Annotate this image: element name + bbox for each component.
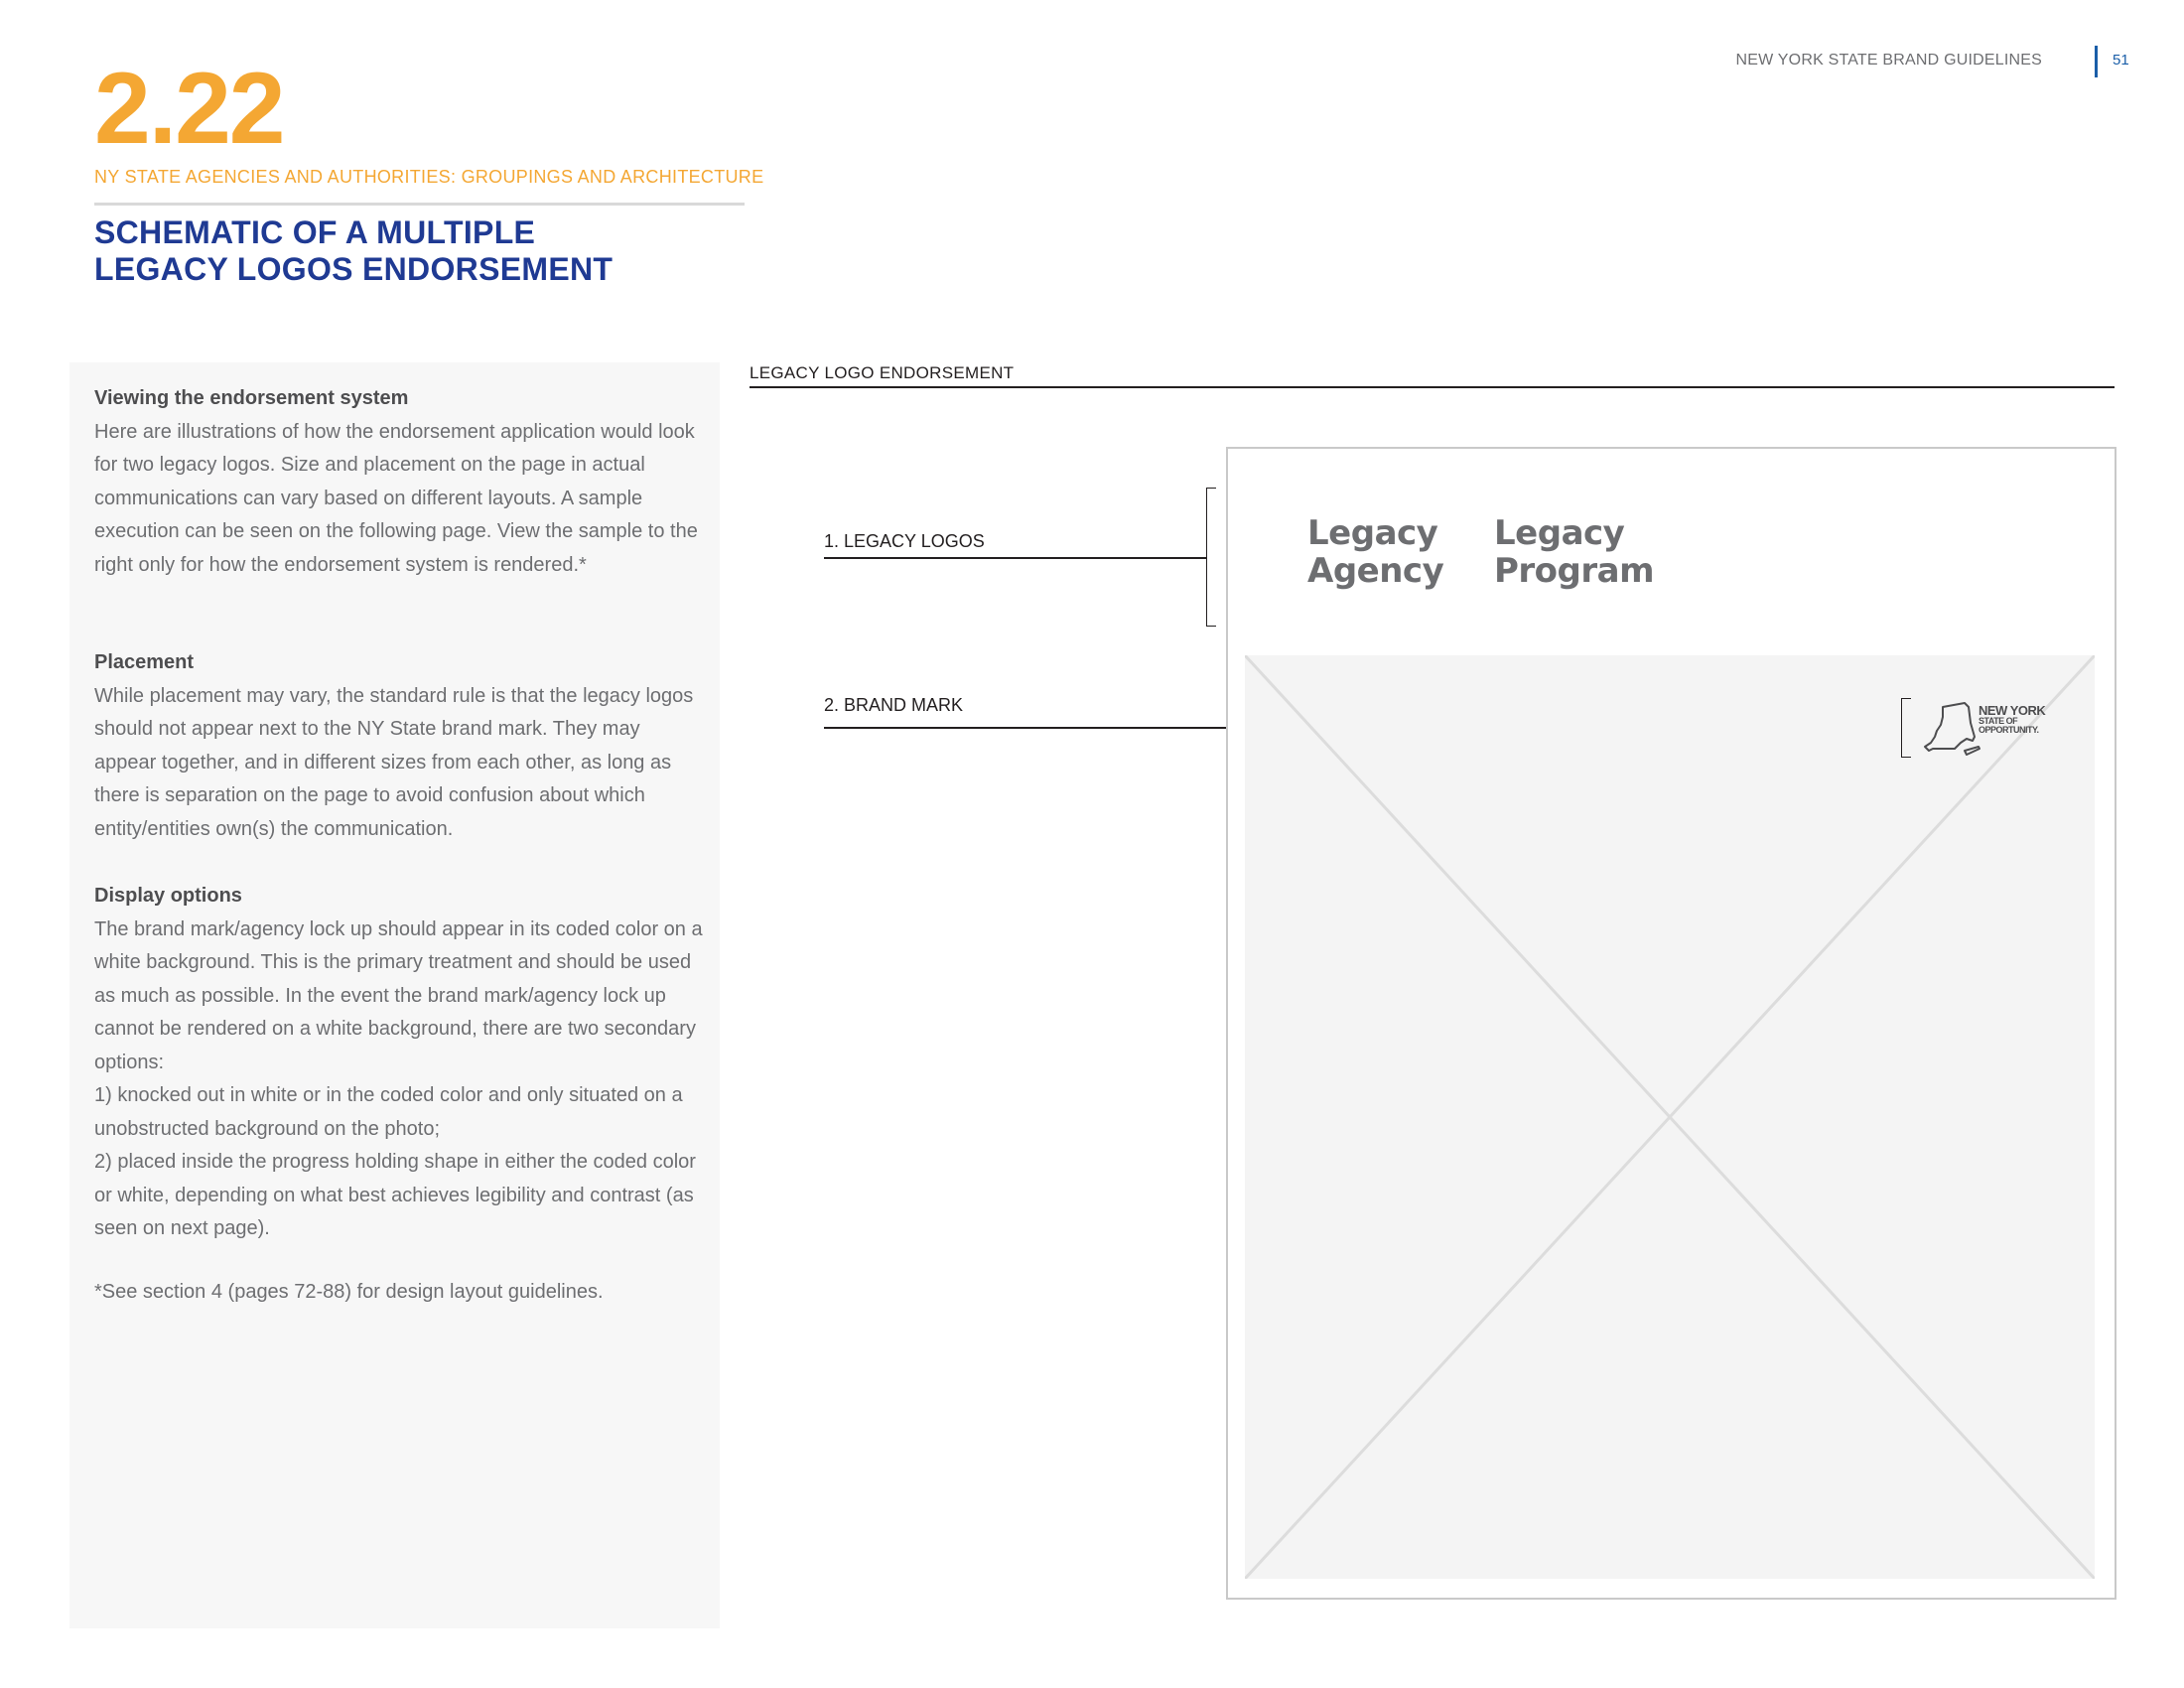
footnote: *See section 4 (pages 72-88) for design layout guidelines. [94,1281,604,1303]
page-title-line2: LEGACY LOGOS ENDORSEMENT [94,251,614,287]
legacy-agency-logo-line2: Agency [1307,551,1444,591]
brand-mark-line2: STATE OF [1979,716,2018,726]
info-panel [69,362,720,1628]
viewing-heading: Viewing the endorsement system [94,387,409,409]
title-divider [94,203,745,206]
display-heading: Display options [94,885,242,907]
legacy-program-logo-line1: Legacy [1494,513,1625,553]
placement-heading: Placement [94,651,195,673]
page-schematic [1226,447,2116,1600]
image-placeholder [1245,655,2095,1579]
legacy-program-logo-line2: Program [1494,551,1655,591]
display-option-1: 1) knocked out in white or in the coded color and only situated on a unobstructed background on the photo; [94,1084,683,1140]
callout-brand-mark: 2. BRAND MARK [824,695,964,715]
legacy-agency-logo [1307,514,1443,590]
callout-legacy-logos-leader [824,557,1207,559]
placement-body: While placement may vary, the standard rule is that the legacy logos should not appear next to the NY State brand mark. They may appear together, and in different sizes from each other, as long as there is separation on the page to avoid confusion about which entity/entities own(s) the communication. [94,684,694,840]
legacy-agency-logo-line1: Legacy [1307,513,1438,553]
header-divider [2095,46,2098,77]
page-title [94,214,613,288]
viewing-section [94,382,705,582]
legacy-logos-bracket [1206,488,1216,627]
viewing-body: Here are illustrations of how the endorsement application would look for two legacy logos. Size and placement on the page in actual communications can vary based on different layouts. A sample execution can be seen on the following page. View the sample to the right only for how the endorsement system is rendered.* [94,420,698,576]
legacy-program-logo [1494,514,1654,590]
page-title-line1: SCHEMATIC OF A MULTIPLE [94,214,536,250]
display-body: The brand mark/agency lock up should appear in its coded color on a white background. This is the primary treatment and should be used as much as possible. In the event the brand mark/agency lock up cannot be rendered on a white background, there are two secondary options: [94,917,703,1073]
brand-mark-bracket [1901,698,1911,758]
display-section [94,880,705,1246]
placement-section [94,646,705,846]
placeholder-cross-icon [1245,655,2095,1579]
ny-state-outline-icon [1923,701,1982,759]
diagram-divider [750,386,2115,388]
brand-mark-wordmark [1979,705,2045,735]
guide-title: NEW YORK STATE BRAND GUIDELINES [1735,52,2042,69]
brand-mark [1923,701,2062,763]
display-option-2: 2) placed inside the progress holding shape in either the coded color or white, depending on what best achieves legibility and contrast (as seen on next page). [94,1151,696,1239]
page-number: 51 [2113,52,2129,69]
brand-mark-line1: NEW YORK [1979,703,2046,718]
callout-legacy-logos: 1. LEGACY LOGOS [824,531,985,551]
section-subtitle: NY STATE AGENCIES AND AUTHORITIES: GROUPINGS AND ARCHITECTURE [94,167,764,187]
brand-mark-line3: OPPORTUNITY. [1979,725,2039,735]
diagram-label: LEGACY LOGO ENDORSEMENT [750,363,1015,382]
section-number: 2.22 [94,52,284,165]
